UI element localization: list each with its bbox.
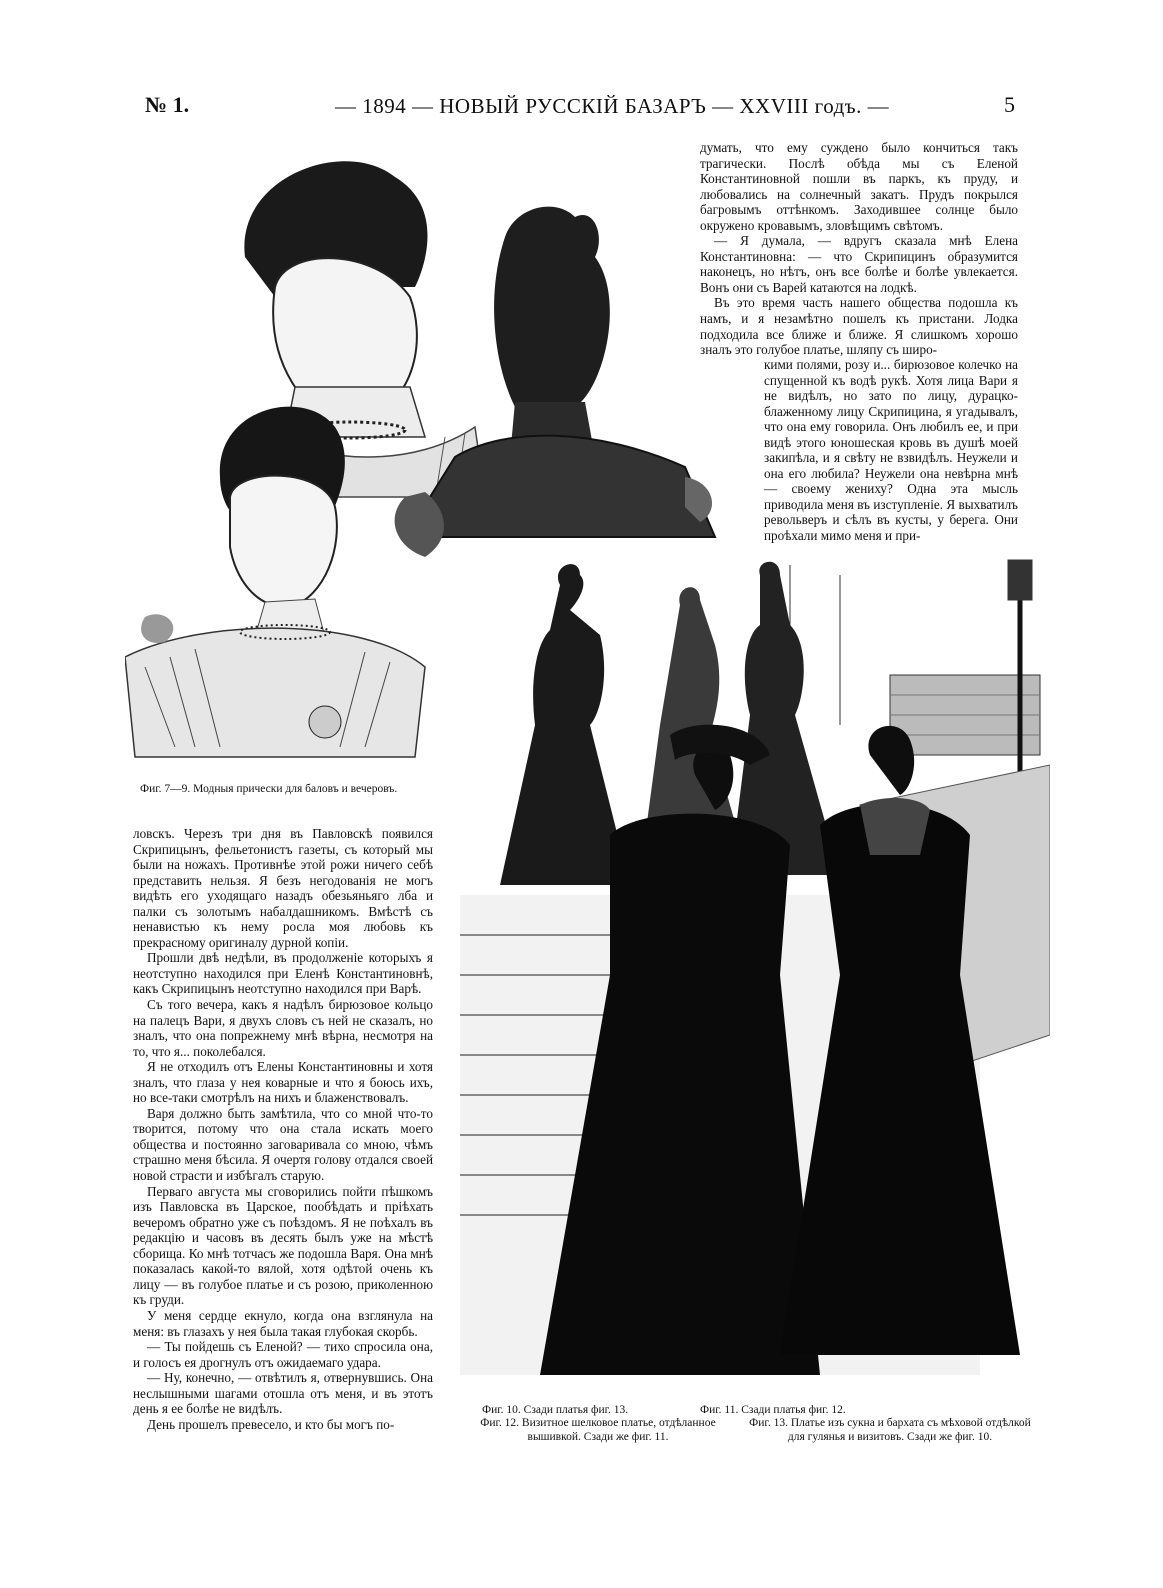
- paragraph: У меня сердце екнуло, когда она взглянула на меня: въ глазахъ у нея была такая глубокая скорбь.: [133, 1307, 433, 1339]
- paragraph: ловскъ. Черезъ три дня въ Павловскѣ появился Скрипицынъ, фельетонистъ газеты, съ который мы были на ножахъ. Противнѣе этой рожи ничего себѣ представить нельзя. Я безъ негодованія не могъ видѣть его уходящаго назадъ обезьяньяго лба и палки съ золотымъ набалдашникомъ. Вмѣстѣ съ ненавистью къ нему росла моя любовь къ прекрасному оригиналу дурной копіи.: [133, 826, 433, 950]
- running-header: [145, 92, 1015, 122]
- fig11-caption: Фиг. 11. Сзади платья фиг. 12.: [700, 1404, 846, 1416]
- hairstyles-caption: Фиг. 7—9. Модныя прически для баловъ и вечеровъ.: [140, 783, 398, 795]
- left-column-text: [133, 826, 433, 1432]
- paragraph: Перваго августа мы сговорились пойти пѣшкомъ изъ Павловска въ Царское, пообѣдать и пріѣхать вечеромъ обратно уже съ поѣздомъ. Я не поѣхалъ въ редакцію и часовъ въ десять былъ уже на мѣстѣ сборища. Ко мнѣ тотчасъ же подошла Варя. Она мнѣ показалась какой-то вялой, хотя одѣтой очень къ лицу — въ голубое платье и съ розою, приколенною къ груди.: [133, 1183, 433, 1308]
- fig12-caption: Фиг. 12. Визитное шелковое платье, отдѣланное вышивкой. Сзади же фиг. 11.: [480, 1417, 716, 1443]
- paragraph: — Ты пойдешь съ Еленой? — тихо спросила она, и голосъ ея дрогнулъ отъ ожидаемаго удара.: [133, 1339, 433, 1370]
- promenade-gowns-engraving: [460, 555, 1050, 1385]
- page-number: 5: [1004, 92, 1015, 117]
- running-title: — 1894 — НОВЫЙ РУССКІЙ БАЗАРЪ — XXVIII годъ. —: [335, 94, 890, 118]
- fig10-caption: Фиг. 10. Сзади платья фиг. 13.: [482, 1404, 629, 1416]
- paragraph: — Я думала, — вдругъ сказала мнѣ Елена Константиновна: — что Скрипицинъ образумится наконецъ, но нѣтъ, онъ все болѣе и болѣе увлекается. Вонъ они съ Варей катаются на лодкѣ.: [700, 233, 1018, 295]
- paragraph: Варя должно быть замѣтила, что со мной что-то творится, потому что она стала искать моего общества и постоянно заговаривала со мною, чѣмъ страшно меня бѣсила. Я очертя голову отдался своей новой страсти и избѣгалъ старую.: [133, 1105, 433, 1184]
- fig13-caption: Фиг. 13. Платье изъ сукна и бархата съ мѣховой отдѣлкой для гулянья и визитовъ. Сзади же фиг. 10.: [749, 1417, 1031, 1443]
- issue-number: № 1.: [145, 92, 190, 117]
- paragraph: думать, что ему суждено было кончиться такъ трагически. Послѣ обѣда мы съ Еленой Константиновной пошли въ паркъ, къ пруду, и любовались на солнечный закатъ. Прудъ покрылся багровымъ оттѣнкомъ. Заходившее солнце было окружено кровавымъ, зловѣщимъ свѣтомъ.: [700, 140, 1018, 233]
- paragraph: День прошелъ превесело, и кто бы могъ по-: [147, 1416, 395, 1432]
- paragraph: Съ того вечера, какъ я надѣлъ бирюзовое кольцо на палецъ Вари, я двухъ словъ съ ней не сказалъ, но зналъ, что она попрежнему мнѣ вѣрна, несмотря на то, что я... поколебался.: [133, 997, 433, 1059]
- paragraph: Я не отходилъ отъ Елены Константиновны и хотя зналъ, что глаза у нея коварные и что я боюсь ихъ, но все-таки смотрѣлъ на нихъ и блаженствовалъ.: [133, 1059, 433, 1106]
- paragraph: — Ну, конечно, — отвѣтилъ я, отвернувшись. Она неслышными шагами отошла отъ меня, и въ этотъ день я ее болѣе не видѣлъ.: [133, 1370, 433, 1417]
- paragraph: Въ это время часть нашего общества подошла къ намъ, и я незамѣтно пошелъ къ пристани. Лодка подходила все ближе и ближе. Я слишкомъ хорошо зналъ это голубое платье, шляпу съ широ-: [700, 295, 1018, 358]
- paragraph: Прошли двѣ недѣли, въ продолженіе которыхъ я неотступно находился при Еленѣ Константиновнѣ, какъ Скрипицынъ неотступно находился при Варѣ.: [133, 950, 433, 997]
- right-column-top-text: [700, 140, 1018, 358]
- paragraph: кими полями, розу и... бирюзовое колечко на спущенной къ водѣ рукѣ. Хотя лица Вари я не видѣлъ, но зато по лицу, дурацко-блаженному лицу Скрипицина, я угадывалъ, что она ему говорила. Онъ любилъ ее, и при видѣ этого юношеская кровь въ душѣ моей закипѣла, и я свѣту не взвидѣлъ. Неужели и она его любила? Неужели она невѣрна мнѣ — своему жениху? Одна эта мысль приводила меня въ изступленіе. Я выхватилъ револьверъ и сѣлъ въ кусты, у берега. Они проѣхали мимо меня и при-: [764, 357, 1018, 544]
- hairstyle-figure-8: [395, 207, 715, 557]
- right-column-narrow-text: [764, 357, 1018, 544]
